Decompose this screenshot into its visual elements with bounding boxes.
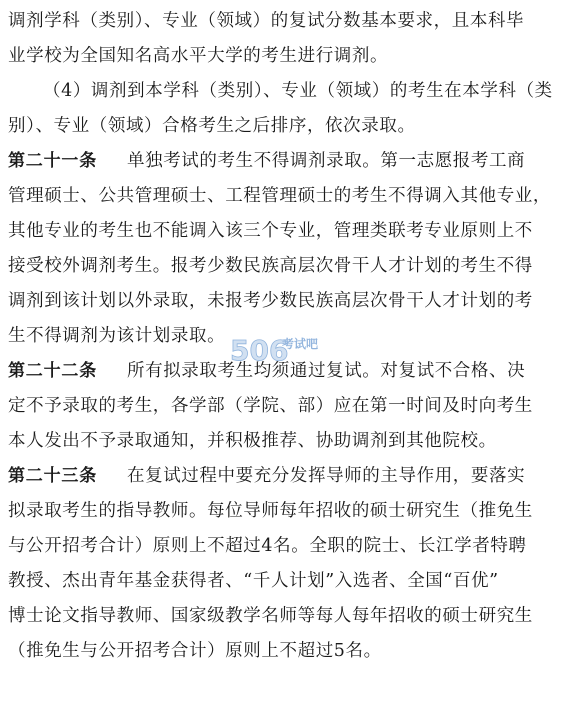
article-21-number: 第二十一条 <box>8 151 97 171</box>
text-line: 生不得调剂为该计划录取。 <box>8 326 226 346</box>
text-line: 业学校为全国知名高水平大学的考生进行调剂。 <box>8 46 389 66</box>
text-line: 接受校外调剂考生。报考少数民族高层次骨干人才计划的考生不得 <box>8 256 533 276</box>
watermark-digits: 506 <box>230 334 289 367</box>
text-line: 博士论文指导教师、国家级教学名师等每人每年招收的硕士研究生 <box>8 606 533 626</box>
text-line: 本人发出不予录取通知，并积极推荐、协助调剂到其他院校。 <box>8 431 497 451</box>
text-line: 拟录取考生的指导教师。每位导师每年招收的硕士研究生（推免生 <box>8 501 533 521</box>
text-line: 在复试过程中要充分发挥导师的主导作用，要落实 <box>127 466 526 486</box>
text-line: 调剂到该计划以外录取，未报考少数民族高层次骨干人才计划的考 <box>8 291 533 311</box>
text-line: 别）、专业（领域）合格考生之后排序，依次录取。 <box>8 116 416 136</box>
text-line: 所有拟录取考生均须通过复试。对复试不合格、决 <box>127 361 526 381</box>
text-line: 其他专业的考生也不能调入该三个专业，管理类联考专业原则上不 <box>8 221 533 241</box>
text-line: （4）调剂到本学科（类别）、专业（领域）的考生在本学科（类 <box>43 81 553 101</box>
article-23-first-line <box>8 459 576 494</box>
watermark-logo <box>228 332 328 368</box>
text-line: （推免生与公开招考合计）原则上不超过5名。 <box>8 641 382 661</box>
watermark-text: 考试吧 <box>282 337 319 351</box>
text-line: 管理硕士、公共管理硕士、工程管理硕士的考生不得调入其他专业， <box>8 186 551 206</box>
text-line: 与公开招考合计）原则上不超过4名。全职的院士、长江学者特聘 <box>8 536 527 556</box>
article-23-number: 第二十三条 <box>8 466 97 486</box>
text-line: 定不予录取的考生，各学部（学院、部）应在第一时间及时向考生 <box>8 396 533 416</box>
text-line: 单独考试的考生不得调剂录取。第一志愿报考工商 <box>127 151 526 171</box>
text-line: 教授、杰出青年基金获得者、“千人计划”入选者、全国“百优” <box>8 571 499 591</box>
article-22-number: 第二十二条 <box>8 361 97 381</box>
article-21-first-line <box>8 144 576 179</box>
text-line: 调剂学科（类别）、专业（领域）的复试分数基本要求，且本科毕 <box>8 11 525 31</box>
